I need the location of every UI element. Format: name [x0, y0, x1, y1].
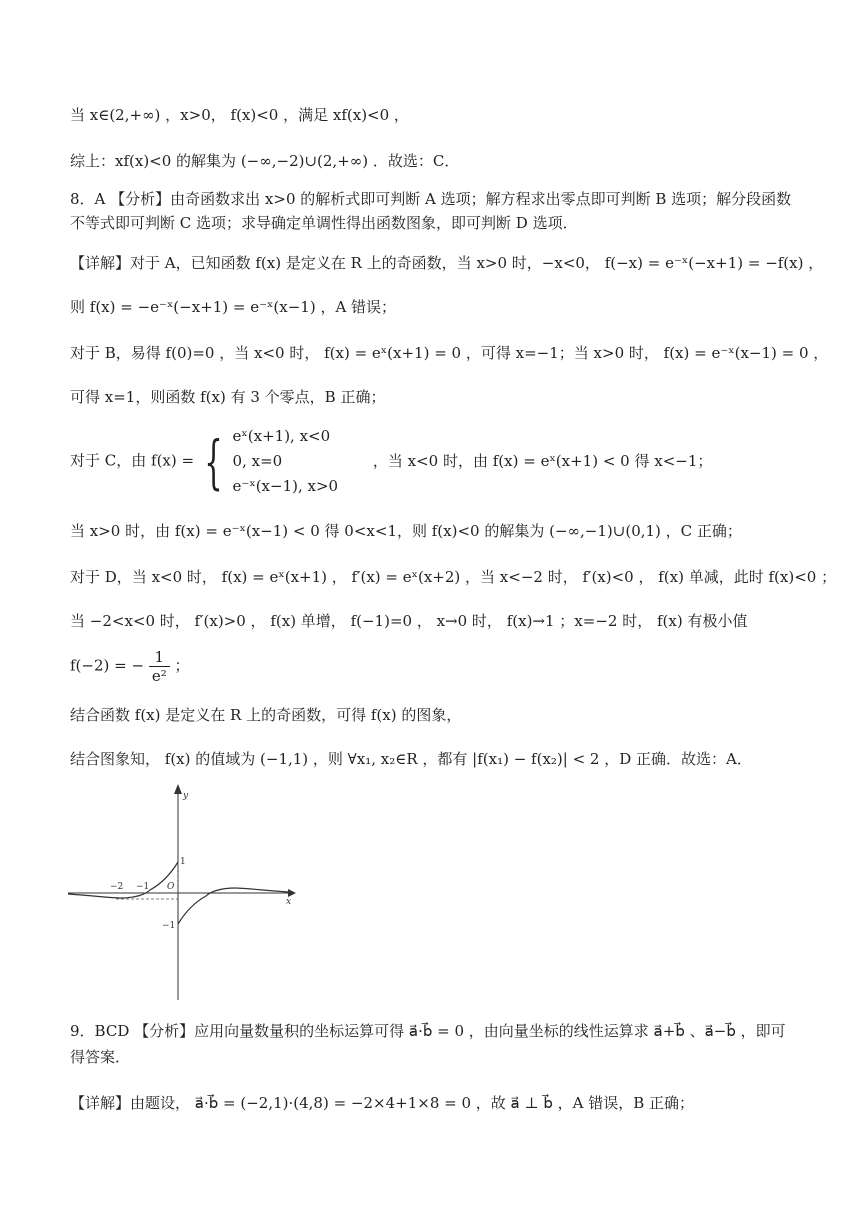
case-2: 0, x=0	[232, 452, 283, 470]
text-line-5: 则 f(x) = −e⁻ˣ(−x+1) = e⁻ˣ(x−1) ，A 错误；	[70, 298, 397, 316]
x-axis-arrow	[288, 889, 296, 897]
text-line-7: 可得 x=1，则函数 f(x) 有 3 个零点，B 正确；	[70, 388, 386, 406]
origin-label: O	[167, 882, 175, 892]
piecewise-brace: {	[204, 427, 223, 496]
y-axis-arrow	[174, 784, 182, 794]
piecewise-cases	[233, 424, 339, 499]
problem-8-analysis: 8．A 【分析】由奇函数求出 x>0 的解析式即可判断 A 选项；解方程求出零点即可判断 B 选项；解分段函数不等式即可判断 C 选项；求导确定单调性得出函数图象，即可判断 D 选项．	[70, 190, 792, 232]
text-line-6: 对于 B，易得 f(0)=0 ，当 x<0 时， f(x) = eˣ(x+1) = 0 ，可得 x=−1；当 x>0 时， f(x) = e⁻ˣ(x−1) = 0 ，	[70, 344, 829, 362]
tick-label-y-minus-1: −1	[162, 921, 176, 931]
tick-label-y-1: 1	[180, 857, 186, 867]
fraction-suffix: ；	[174, 656, 190, 675]
text-line-11: 当 −2<x<0 时， f′(x)>0 ， f(x) 单增， f(−1)=0 ， x→0 时， f(x)→1 ；x=−2 时， f(x) 有极小值	[70, 612, 748, 630]
text-line-13: 结合函数 f(x) 是定义在 R 上的奇函数，可得 f(x) 的图象，	[70, 706, 462, 724]
text-line-2: 综上：xf(x)<0 的解集为 (−∞,−2)∪(2,+∞) ．故选：C．	[70, 152, 460, 170]
function-graph	[66, 780, 296, 1005]
text-line-1: 当 x∈(2,+∞) ，x>0， f(x)<0 ，满足 xf(x)<0 ，	[70, 106, 409, 124]
fraction-denominator: e²	[151, 667, 167, 685]
fraction-prefix: f(−2) = −	[70, 656, 145, 675]
text-line-10: 对于 D，当 x<0 时， f(x) = eˣ(x+1) ， f′(x) = eˣ(x+2) ，当 x<−2 时， f′(x)<0 ， f(x) 单减，此时 f(x)<0 ；	[70, 568, 837, 586]
piecewise-prefix: 对于 C，由 f(x) =	[70, 451, 195, 470]
text-line-4: 【详解】对于 A，已知函数 f(x) 是定义在 R 上的奇函数，当 x>0 时，−x<0， f(−x) = e⁻ˣ(−x+1) = −f(x) ，	[70, 254, 824, 272]
fraction-line	[70, 648, 800, 685]
case-3: e⁻ˣ(x−1), x>0	[232, 477, 339, 495]
x-axis-label: x	[286, 897, 292, 907]
piecewise-suffix: ，当 x<0 时，由 f(x) = eˣ(x+1) < 0 得 x<−1；	[372, 451, 713, 470]
fraction-numerator: 1	[149, 648, 170, 667]
text-line-9: 当 x>0 时，由 f(x) = e⁻ˣ(x−1) < 0 得 0<x<1，则 f(x)<0 的解集为 (−∞,−1)∪(0,1) ，C 正确；	[70, 522, 742, 540]
tick-label-x-minus-1: −1	[136, 882, 150, 892]
y-axis-label: y	[183, 791, 189, 801]
case-1: eˣ(x+1), x<0	[232, 427, 331, 445]
tick-label-x-minus-2: −2	[110, 882, 124, 892]
text-line-14: 结合图象知， f(x) 的值域为 (−1,1) ，则 ∀x₁, x₂∈R ，都有 |f(x₁) − f(x₂)| < 2 ，D 正确．故选：A．	[70, 750, 752, 768]
problem-9-analysis: 9．BCD 【分析】应用向量数量积的坐标运算可得 a⃗·b⃗ = 0 ，由向量坐标的线性运算求 a⃗+b⃗ 、a⃗−b⃗ ，即可得答案．	[70, 1022, 786, 1066]
piecewise-line	[70, 424, 800, 499]
text-line-16: 【详解】由题设， a⃗·b⃗ = (−2,1)·(4,8) = −2×4+1×8 = 0 ，故 a⃗ ⊥ b⃗ ，A 错误，B 正确；	[70, 1094, 695, 1112]
fraction	[149, 648, 170, 685]
